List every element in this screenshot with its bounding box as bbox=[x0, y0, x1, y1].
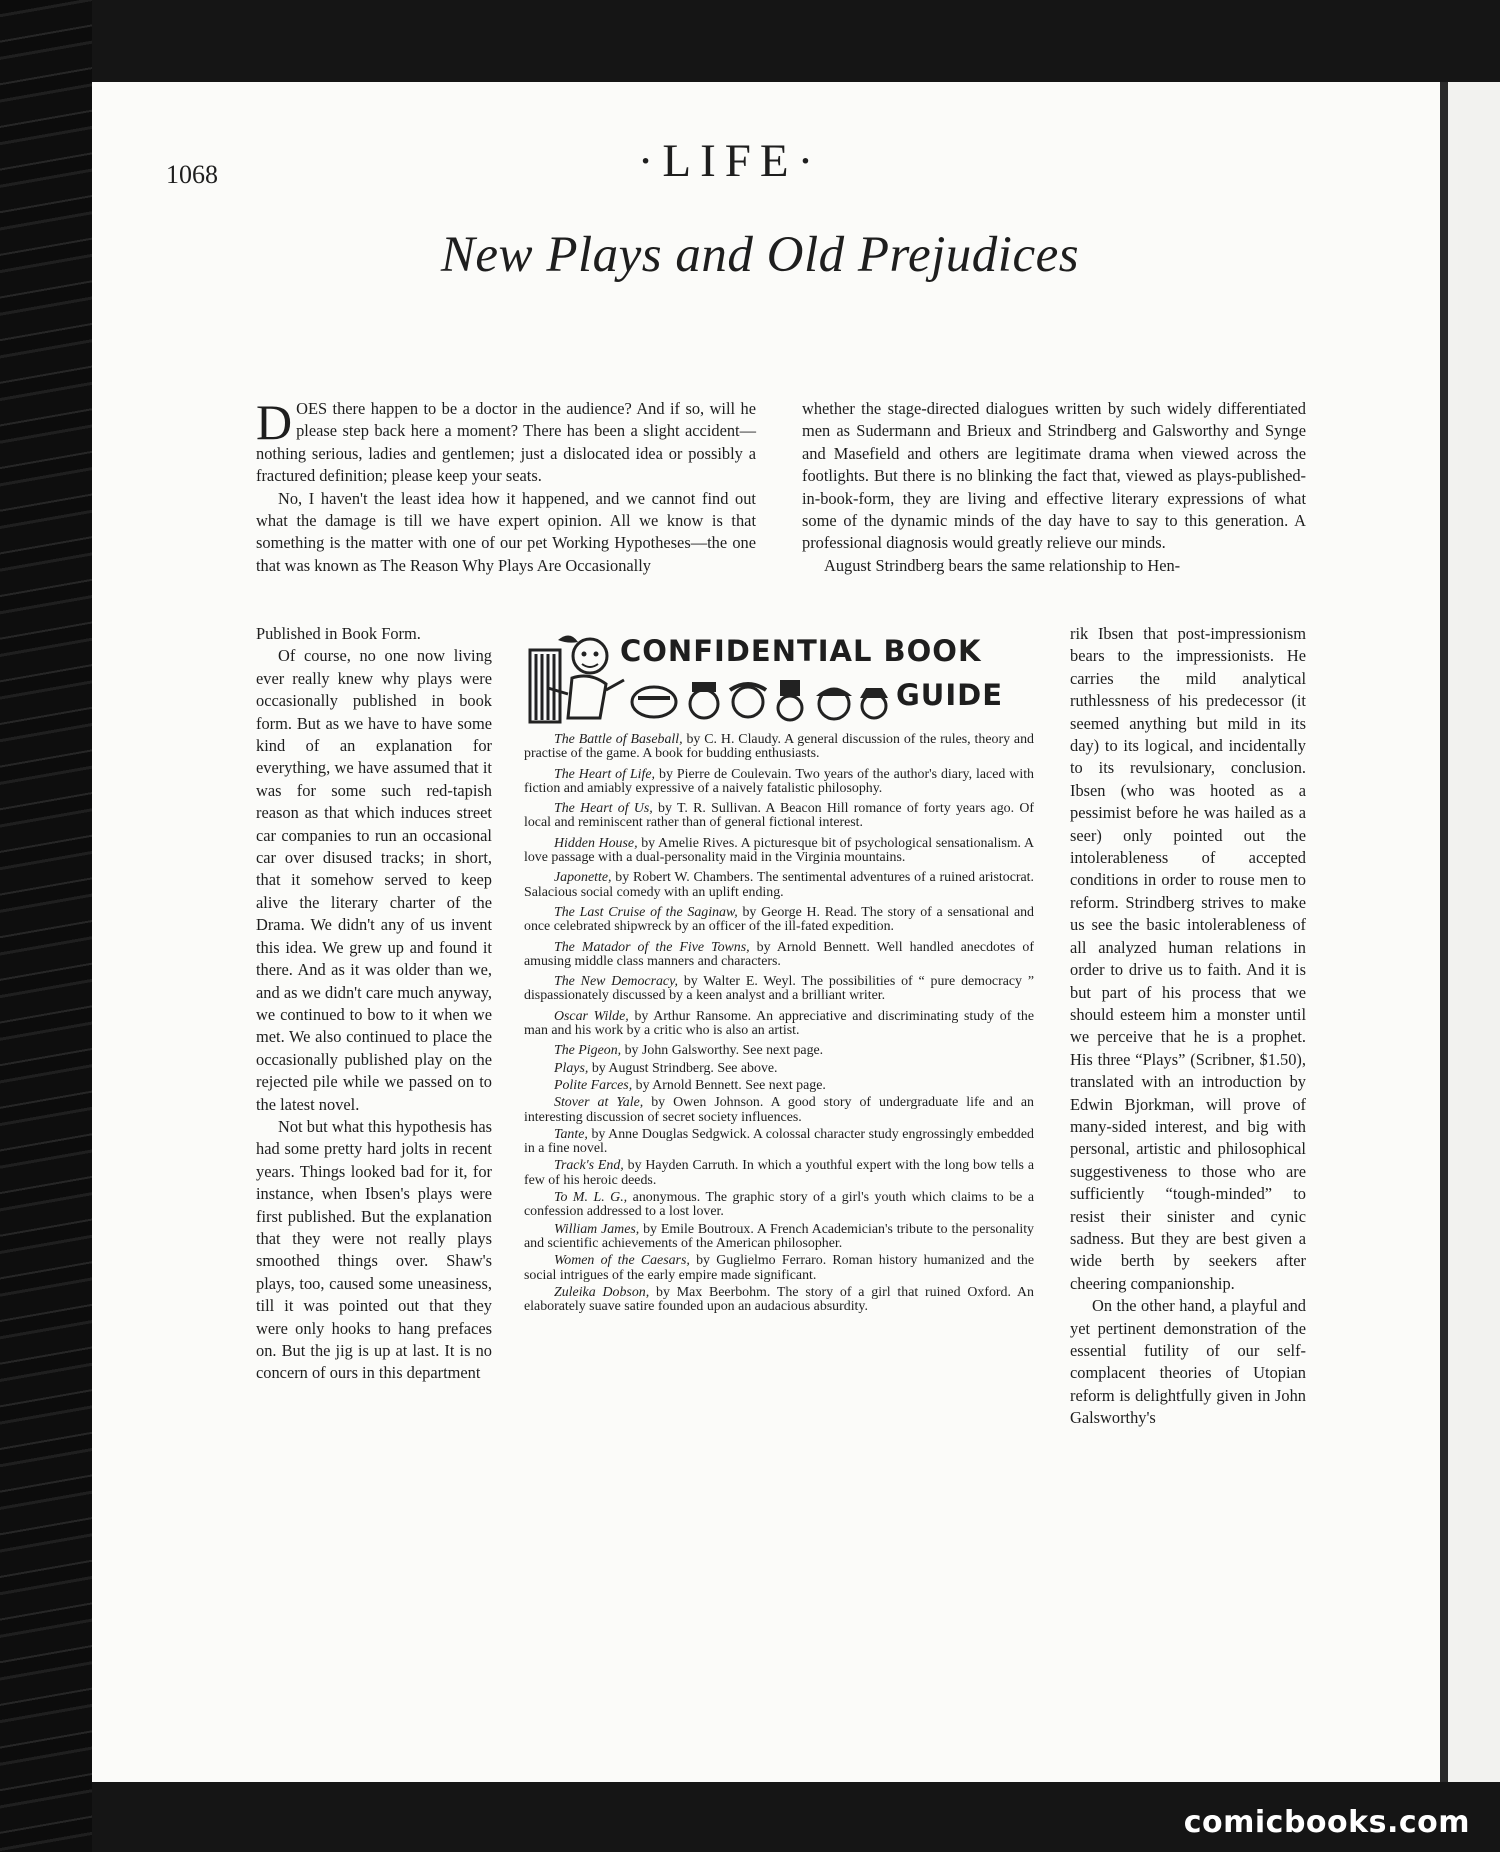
book-title: The Battle of Baseball, bbox=[554, 732, 683, 747]
book-title: Zuleika Dobson, bbox=[554, 1284, 650, 1300]
book-title: The Heart of Life, bbox=[554, 766, 656, 782]
book-entry bbox=[524, 1223, 1034, 1252]
scan-border-left bbox=[0, 0, 92, 1852]
article-paragraph bbox=[256, 394, 756, 488]
book-entry bbox=[524, 768, 1034, 797]
page-gutter-shadow bbox=[1440, 82, 1448, 1782]
book-entry bbox=[524, 1010, 1034, 1039]
book-title: Polite Farces, bbox=[554, 1077, 633, 1093]
book-title: Track's End, bbox=[554, 1158, 624, 1174]
article-column-left-narrow bbox=[256, 623, 492, 1385]
article-headline: New Plays and Old Prejudices bbox=[440, 227, 1080, 283]
book-title: Hidden House, bbox=[554, 835, 638, 851]
book-guide-list bbox=[524, 733, 1034, 1317]
guide-title-line2: GUIDE bbox=[896, 678, 1004, 712]
article-paragraph: Published in Book Form. bbox=[256, 624, 421, 643]
book-description: by Emile Boutroux. A French Academician's tribute to the personality and scientific achievements of the American philosopher. bbox=[524, 1221, 1034, 1251]
book-title: Plays, bbox=[554, 1060, 589, 1076]
book-entry bbox=[524, 837, 1034, 866]
book-description: by Guglielmo Ferraro. Roman history humanized and the social intrigues of the early empire made significant. bbox=[524, 1253, 1034, 1283]
book-entry bbox=[524, 1159, 1034, 1188]
article-paragraph: On the other hand, a playful and yet pertinent demonstration of the essential futility of our self-complacent theories of Utopian reform is delightfully given in John Galsworthy's bbox=[1070, 1296, 1306, 1428]
book-entry bbox=[524, 1128, 1034, 1157]
cherub-bookshelf-illustration bbox=[528, 628, 628, 724]
guide-title-line1: CONFIDENTIAL BOOK bbox=[620, 634, 982, 668]
book-description: by Robert W. Chambers. The sentimental adventures of a ruined aristocrat. Salacious social comedy with an uplift ending. bbox=[524, 870, 1034, 900]
book-title: Japonette, bbox=[554, 870, 612, 886]
book-description: by Max Beerbohm. The story of a girl that ruined Oxford. An elaborately suave satire founded upon an audacious absurdity. bbox=[524, 1284, 1034, 1315]
book-entry bbox=[524, 1044, 1034, 1058]
article-paragraph: Of course, no one now living ever really knew why plays were occasionally published in book form. But as we have to have some kind of an explanation for everything, we have assumed that it was for some such red-tapish reason as that which induces street car companies to run an occasional car over disused tracks; in short, that it somehow served to keep alive the literary charter of the Drama. We didn't any of us invent this idea. We grew up and found it there. And as it was older than we, and as we didn't care much anyway, we continued to bow to it when we met. We also continued to place the occasionally published play on the rejected pile while we passed on to the latest novel. bbox=[256, 646, 492, 1114]
adjacent-page-edge bbox=[1448, 82, 1500, 1782]
book-entry bbox=[524, 1254, 1034, 1283]
book-description: by Arnold Bennett. See next page. bbox=[632, 1077, 826, 1093]
book-description: by Anne Douglas Sedgwick. A colossal character study engrossingly embedded in a fine novel. bbox=[524, 1126, 1034, 1157]
book-title: The Pigeon, bbox=[554, 1043, 622, 1059]
drop-cap: D bbox=[256, 394, 293, 450]
book-entry bbox=[524, 1079, 1034, 1093]
article-column-left-top bbox=[256, 394, 756, 577]
article-paragraph: August Strindberg bears the same relationship to Hen- bbox=[824, 555, 1181, 575]
book-title: Women of the Caesars, bbox=[554, 1253, 690, 1269]
paragraph-text: OES there happen to be a doctor in the audience? And if so, will he please step back here a moment? There has been a slight accident—nothing serious, ladies and gentlemen; just a dislocated idea or possibly a fractured definition; please keep your seats. bbox=[256, 399, 756, 486]
article-column-right-top bbox=[802, 398, 1306, 577]
book-guide-heading bbox=[528, 628, 1034, 724]
book-title: Oscar Wilde, bbox=[554, 1008, 629, 1024]
book-entry bbox=[524, 941, 1034, 970]
book-entry bbox=[524, 1191, 1034, 1220]
book-description: by Hayden Carruth. In which a youthful expert with the long bow tells a few of his heroic deeds. bbox=[524, 1158, 1035, 1188]
book-entry bbox=[524, 1096, 1034, 1125]
book-title: The Heart of Us, bbox=[554, 801, 653, 817]
book-title: Stover at Yale, bbox=[554, 1095, 644, 1111]
site-watermark: comicbooks.com bbox=[1183, 1805, 1470, 1840]
book-description: by Amelie Rives. A picturesque bit of psychological sensationalism. A love passage with a dual-personality maid in the Virginia mountains. bbox=[524, 835, 1034, 866]
book-description: by Arnold Bennett. Well handled anecdotes of amusing middle class manners and characters. bbox=[524, 939, 1034, 969]
article-column-right-narrow bbox=[1070, 623, 1306, 1430]
book-entry bbox=[524, 1286, 1034, 1315]
book-description: by August Strindberg. See above. bbox=[588, 1060, 778, 1076]
page-number: 1068 bbox=[166, 160, 218, 189]
book-characters-illustration bbox=[624, 676, 892, 724]
book-entry bbox=[524, 975, 1034, 1004]
book-entry bbox=[524, 906, 1034, 935]
article-paragraph: No, I haven't the least idea how it happened, and we cannot find out what the damage is till we have expert opinion. All we know is that something is the matter with one of our pet Working Hypotheses—the one that was known as The Reason Why Plays Are Occasionally bbox=[256, 488, 756, 575]
book-title: The Last Cruise of the Saginaw, bbox=[554, 904, 738, 920]
book-title: Tante, bbox=[554, 1126, 588, 1142]
book-entry bbox=[524, 733, 1034, 762]
book-entry bbox=[524, 802, 1034, 831]
book-description: by Walter E. Weyl. The possibilities of “ pure democracy ” dispassionately discussed by a keen analyst and a brilliant writer. bbox=[524, 974, 1035, 1004]
book-description: by Pierre de Coulevain. Two years of the author's diary, laced with fiction and amiably expressive of a naively fatalistic philosophy. bbox=[524, 766, 1034, 796]
book-entry bbox=[524, 1062, 1034, 1076]
book-entry bbox=[524, 871, 1034, 900]
book-description: by C. H. Claudy. A general discussion of the rules, theory and practise of the game. A book for budding enthusiasts. bbox=[524, 732, 1034, 762]
book-description: by George H. Read. The story of a sensational and once celebrated shipwreck by an officer of the ill-fated expedition. bbox=[524, 904, 1035, 935]
book-description: by T. R. Sullivan. A Beacon Hill romance of forty years ago. Of local and reminiscent rather than of general fictional interest. bbox=[524, 801, 1034, 831]
article-paragraph: Not but what this hypothesis has had some pretty hard jolts in recent years. Things looked bad for it, for instance, when Ibsen's plays were first published. But the explanation that they were not really plays smoothed things over. Shaw's plays, too, caused some uneasiness, till it was pointed out that they were only hooks to hang prefaces on. But the jig is up at last. It is no concern of ours in this department bbox=[256, 1116, 492, 1383]
book-title: To M. L. G., bbox=[554, 1190, 628, 1206]
book-title: The Matador of the Five Towns, bbox=[554, 939, 750, 955]
book-description: by John Galsworthy. See next page. bbox=[621, 1043, 824, 1059]
article-paragraph: rik Ibsen that post-impressionism bears to the impressionists. He carries the mild analytical ruthlessness of his predecessor (it seemed anything but mild in its day) to its logical, and incidentally to its revulsionary, conclusion. Ibsen (who was hooted as a pessimist before he was hailed as a seer) only pointed out the intolerableness of accepted conditions in order to rouse men to reform. Strindberg strives to make us see the basic intolerableness of all analyzed human relations in order to drive us to faith. And it is but part of his process that we should esteem him a monster until we perceive that he is a prophet. His three “Plays” (Scribner, $1.50), translated with an introduction by Edwin Bjorkman, will prove of many-sided interest, and big with personal, artistic and philosophical suggestiveness to those who are sufficiently “tough-minded” to resist their sinister and cynic sadness. But they are best given a wide berth by seekers after cheering companionship. bbox=[1070, 624, 1306, 1293]
book-description: by Arthur Ransome. An appreciative and discriminating study of the man and his work by a critic who is also an artist. bbox=[524, 1008, 1034, 1039]
masthead: ·LIFE· bbox=[637, 135, 823, 187]
book-description: by Owen Johnson. A good story of undergraduate life and an interesting discussion of secret society influences. bbox=[524, 1095, 1034, 1125]
book-description: anonymous. The graphic story of a girl's youth which claims to be a confession addressed to a lost lover. bbox=[524, 1190, 1034, 1220]
book-title: The New Democracy, bbox=[554, 974, 678, 990]
book-title: William James, bbox=[554, 1221, 640, 1237]
article-paragraph: whether the stage-directed dialogues written by such widely differentiated men as Sudermann and Brieux and Strindberg and Galsworthy and Synge and Masefield and others are legitimate drama when viewed across the footlights. But there is no blinking the fact that, viewed as plays-published-in-book-form, they are living and effective literary expressions of what some of the dynamic minds of the day have to say to this generation. A professional diagnosis would greatly relieve our minds. bbox=[802, 399, 1306, 553]
